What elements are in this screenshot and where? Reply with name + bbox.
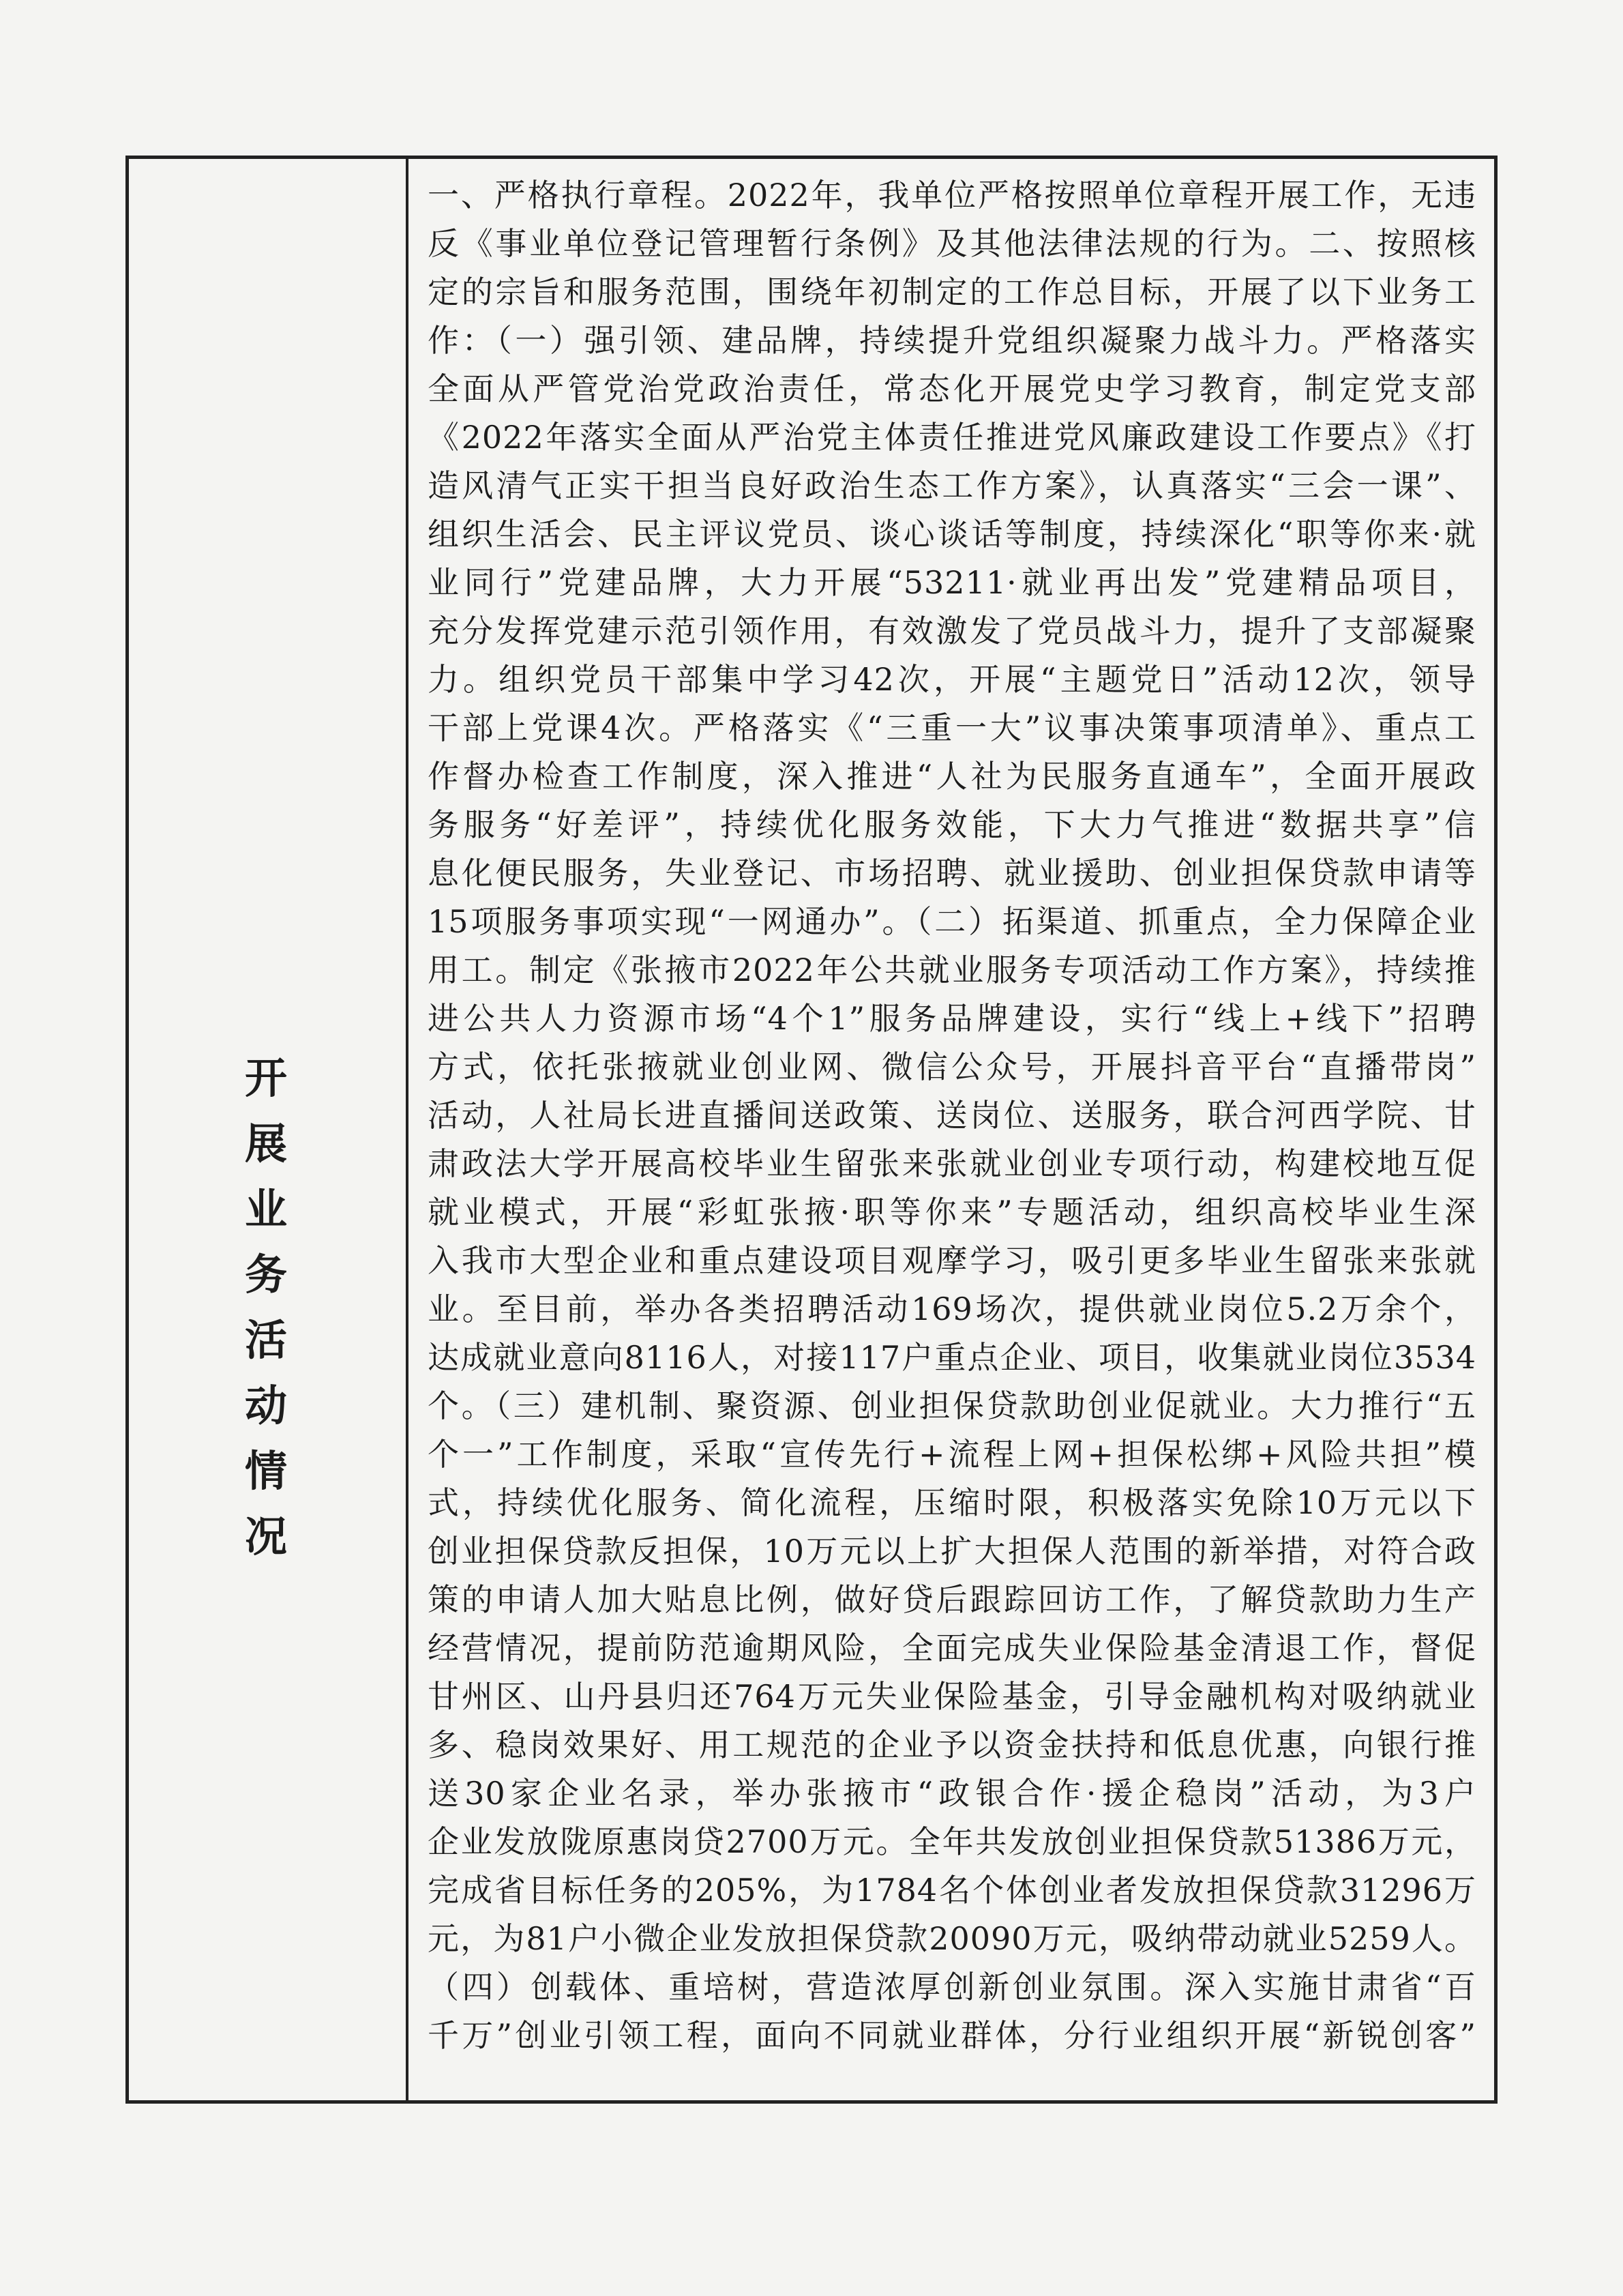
content-line: 造风清气正实干担当良好政治生态工作方案》，认真落实“三会一课”、: [428, 467, 1476, 504]
content-line: 企业发放陇原惠岗贷2700万元。全年共发放创业担保贷款51386万元，: [428, 1823, 1476, 1860]
content-line: 经营情况，提前防范逾期风险，全面完成失业保险基金清退工作，督促: [428, 1630, 1476, 1666]
content-line: 入我市大型企业和重点建设项目观摩学习，吸引更多毕业生留张来张就: [428, 1242, 1476, 1279]
content-line: 创业担保贷款反担保，10万元以上扩大担保人范围的新举措，对符合政: [428, 1533, 1476, 1570]
content-line: 个一”工作制度，采取“宣传先行+流程上网+担保松绑+风险共担”模: [428, 1436, 1476, 1473]
content-line: 送30家企业名录，举办张掖市“政银合作·援企稳岗”活动，为3户: [428, 1775, 1476, 1812]
content-line: 用工。制定《张掖市2022年公共就业服务专项活动工作方案》，持续推: [428, 952, 1476, 988]
content-line: 息化便民服务，失业登记、市场招聘、就业援助、创业担保贷款申请等: [428, 855, 1476, 892]
content-line: 肃政法大学开展高校毕业生留张来张就业创业专项行动，构建校地互促: [428, 1145, 1476, 1182]
content-line: 作：（一）强引领、建品牌，持续提升党组织凝聚力战斗力。严格落实: [428, 322, 1476, 359]
content-line: 务服务“好差评”，持续优化服务效能，下大力气推进“数据共享”信: [428, 806, 1476, 843]
content-line: 达成就业意向8116人，对接117户重点企业、项目，收集就业岗位3534: [428, 1339, 1476, 1376]
content-cell: [408, 159, 1494, 2100]
content-line: 组织生活会、民主评议党员、谈心谈话等制度，持续深化“职等你来·就: [428, 516, 1476, 553]
content-line: 业。至目前，举办各类招聘活动169场次，提供就业岗位5.2万余个，: [428, 1291, 1476, 1327]
content-line: 15项服务事项实现“一网通办”。（二）拓渠道、抓重点，全力保障企业: [428, 903, 1476, 940]
label-cell: [129, 159, 408, 2100]
content-line: 反《事业单位登记管理暂行条例》及其他法律法规的行为。二、按照核: [428, 225, 1476, 262]
content-line: 个。（三）建机制、聚资源、创业担保贷款助创业促就业。大力推行“五: [428, 1387, 1476, 1424]
content-line: （四）创载体、重培树，营造浓厚创新创业氛围。深入实施甘肃省“百: [428, 1969, 1476, 2005]
content-line: 活动，人社局长进直播间送政策、送岗位、送服务，联合河西学院、甘: [428, 1097, 1476, 1134]
content-line: 元，为81户小微企业发放担保贷款20090万元，吸纳带动就业5259人。: [428, 1920, 1476, 1957]
content-line: 多、稳岗效果好、用工规范的企业予以资金扶持和低息优惠，向银行推: [428, 1726, 1476, 1763]
content-line: 力。组织党员干部集中学习42次，开展“主题党日”活动12次，领导: [428, 661, 1476, 698]
content-line: 业同行”党建品牌，大力开展“53211·就业再出发”党建精品项目，: [428, 564, 1476, 601]
content-line: 干部上党课4次。严格落实《“三重一大”议事决策事项清单》、重点工: [428, 709, 1476, 746]
content-line: 作督办检查工作制度，深入推进“人社为民服务直通车”，全面开展政: [428, 758, 1476, 795]
content-line: 定的宗旨和服务范围，围绕年初制定的工作总目标，开展了以下业务工: [428, 274, 1476, 310]
section-label: 开 展 业 务 活 动 情 况: [244, 1053, 290, 1561]
content-body: [428, 171, 1476, 2060]
content-line: 策的申请人加大贴息比例，做好贷后跟踪回访工作，了解贷款助力生产: [428, 1581, 1476, 1618]
content-line: 全面从严管党治党政治责任，常态化开展党史学习教育，制定党支部: [428, 370, 1476, 407]
content-line: 就业模式，开展“彩虹张掖·职等你来”专题活动，组织高校毕业生深: [428, 1194, 1476, 1231]
content-line: 甘州区、山丹县归还764万元失业保险基金，引导金融机构对吸纳就业: [428, 1678, 1476, 1715]
content-line: 千万”创业引领工程，面向不同就业群体，分行业组织开展“新锐创客”: [428, 2017, 1476, 2054]
content-line: 充分发挥党建示范引领作用，有效激发了党员战斗力，提升了支部凝聚: [428, 613, 1476, 649]
content-line: 《2022年落实全面从严治党主体责任推进党风廉政建设工作要点》《打: [428, 419, 1476, 456]
content-line: 式，持续优化服务、简化流程，压缩时限，积极落实免除10万元以下: [428, 1484, 1476, 1521]
content-line: 进公共人力资源市场“4个1”服务品牌建设，实行“线上+线下”招聘: [428, 1000, 1476, 1037]
content-line: 方式，依托张掖就业创业网、微信公众号，开展抖音平台“直播带岗”: [428, 1048, 1476, 1085]
content-line: 完成省目标任务的205%，为1784名个体创业者发放担保贷款31296万: [428, 1872, 1476, 1909]
form-table: [125, 156, 1498, 2104]
content-line: 一、严格执行章程。2022年，我单位严格按照单位章程开展工作，无违: [428, 177, 1476, 214]
